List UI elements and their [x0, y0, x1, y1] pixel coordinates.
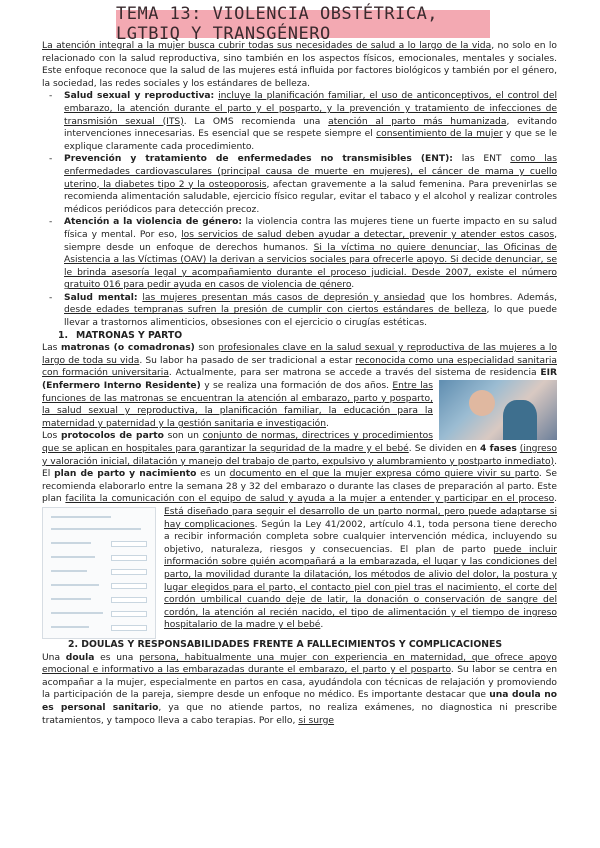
underlined-text: reconocida como una especialidad sanitaria con formación universitaria — [42, 355, 557, 379]
bullet-heading: Salud sexual y reproductiva: — [64, 91, 215, 102]
bullet-mental-health — [42, 292, 557, 330]
bold-text: EIR (Enfermero Interno Residente) — [42, 368, 557, 392]
bold-text: una doula no es personal sanitario — [42, 690, 557, 713]
text: las ENT — [452, 154, 511, 165]
text: . — [326, 418, 329, 429]
midwife-photo — [439, 380, 557, 440]
section-number: 1. — [57, 329, 68, 341]
text: Las — [42, 343, 61, 354]
section-title: DOULAS Y RESPONSABILIDADES FRENTE A FALLECIMIENTOS Y COMPLICACIONES — [81, 638, 503, 650]
text: , no solo en lo relacionado con la salud reproductiva, sino también en los aspectos físicos, emocionales, mentales y sociales. Este enfoque reconoce que la salud de las mujeres está influida por factores biológicos y también por el género, la sociedad, las redes sociales y los estándares de belleza. — [42, 41, 558, 89]
underlined-text: documento en el que la mujer expresa cómo quiere vivir su parto — [229, 469, 539, 480]
bold-text: protocolos de parto — [60, 431, 164, 442]
bold-text: plan de parto y nacimiento — [54, 469, 197, 480]
section-heading-2 — [68, 639, 557, 652]
bullet-heading: Prevención y tratamiento de enfermedades no transmisibles (ENT): — [64, 154, 453, 165]
text: . — [320, 620, 324, 631]
text: y que se le explique claramente cada procedimiento. — [64, 129, 557, 152]
underlined-text: Si la víctima no quiere denunciar, las Oficinas de Asistencia a las Víctimas (OAV) la derivan a servicios sociales para ofrecerle apoyo. Si decide denunciar, se le brinda asesoría legal y acompañamiento durante el proceso judicial. Desde 2007, existe el número gratuito 016 para pedir ayuda en casos de violencia de género — [64, 242, 557, 291]
text: . Su labor se centra en acompañar a la mujer, especialmente en partos en casa, ayudándola con técnicas de relajación y promoviendo la participación de la pareja, siempre desde un enfoque no médico. Es importante destacar que — [42, 665, 557, 701]
section-title: MATRONAS Y PARTO — [76, 329, 183, 341]
text: y se realiza una formación de dos años. — [200, 381, 393, 392]
text: Una — [42, 652, 66, 663]
document-body — [42, 40, 557, 727]
page-title: TEMA 13: VIOLENCIA OBSTÉTRICA, LGTBIQ Y TRANSGÉNERO — [116, 4, 439, 44]
underlined-text: conjunto de normas, directrices y procedimientos que se aplican en hospitales para garantizar la seguridad de la madre y el bebé — [42, 431, 433, 454]
underlined-text: las mujeres presentan más casos de depresión y ansiedad — [142, 292, 426, 303]
section-heading-1 — [50, 330, 557, 343]
bullet-heading: Salud mental: — [64, 292, 138, 303]
text: , ya que no atiende partos, no realiza exámenes, no diagnostica ni prescribe tratamientos, y tampoco lleva a cabo terapias. Por ello, — [42, 702, 557, 726]
text: son un — [163, 431, 203, 442]
text: . Se dividen en — [408, 444, 480, 454]
bold-text: matronas (o comadronas) — [60, 343, 195, 354]
bold-text: 4 fases — [479, 444, 517, 454]
text: , siempre desde un enfoque de derechos humanos. — [64, 229, 557, 253]
intro-paragraph — [42, 40, 557, 90]
text: . — [554, 494, 557, 505]
text: , afectan gravemente a la salud femenina. Para prevenirlas se recomienda alimentación saludable, ejercicio físico regular, evitar el tabaco y el alcohol y realizar controles médicos periódicos para detección precoz. — [64, 179, 557, 215]
bullet-ent — [42, 153, 557, 216]
text: . Según la Ley 41/2002, artículo 4.1, toda persona tiene derecho a recibir información completa sobre cualquier intervención médica, incluyendo su objetivo, naturaleza, riesgos y consecuencias. El plan de parto — [164, 519, 557, 555]
underlined-text: Entre las funciones de las matronas se encuentran la atención al embarazo, parto y posparto, la salud sexual y reproductiva, la planificación familiar, la educación para la maternidad y paternidad y la gestión sanitaria e investigación — [42, 381, 433, 429]
text: , lo que puede llevar a trastornos alimenticios, obsesiones con el ejercicio o cirugías estéticas. — [64, 305, 557, 329]
underlined-text: facilita la comunicación con el equipo de salud y ayuda a la mujer a entender y participar en el proceso — [65, 494, 555, 505]
bullet-heading: Atención a la violencia de género: — [64, 217, 243, 228]
underlined-text: La atención integral a la mujer busca cubrir todas sus necesidades de salud a lo largo de la vida — [42, 41, 492, 51]
underlined-text: consentimiento de la mujer — [376, 129, 503, 140]
underlined-text: puede incluir información sobre quién acompañará a la embarazada, el lugar y las condiciones del parto, la movilidad durante la dilatación, los métodos de alivio del dolor, la postura y lugar elegidos para el parto, el contacto piel con piel tras el nacimiento, el corte del cordón umbilical cuando deje de latir, la donación o conservación de sangre del cordón, la atención al recién nacido, el tipo de alimentación y el tiempo de ingreso hospitalario de la madre y el bebé — [164, 544, 557, 631]
text: . Se recomienda elaborarlo entre la semana 28 y 32 del embarazo o durante las clases de preparación al parto. Este plan — [42, 469, 557, 505]
text: . Actualmente, para ser matrona se accede a través del sistema de residencia — [168, 368, 541, 379]
section-number: 2. — [68, 638, 79, 650]
text: . Su labor ha pasado de ser tradicional a estar — [139, 355, 356, 366]
text: son — [194, 343, 219, 354]
bullet-gender-violence — [42, 216, 557, 292]
underlined-text: atención al parto más humanizada — [328, 116, 507, 127]
underlined-text: Está diseñado para seguir el desarrollo de un parto normal, pero puede adaptarse si hay complicaciones — [164, 506, 557, 530]
text: Los — [42, 431, 61, 442]
text: es un — [196, 469, 230, 480]
text: , evitando intervenciones innecesarias. Es esencial que se respete siempre el — [64, 116, 557, 140]
health-bullet-list — [42, 90, 557, 329]
text: . El — [42, 456, 557, 480]
text: es una — [94, 652, 140, 663]
protocols-paragraph — [42, 430, 557, 632]
text: la violencia contra las mujeres tiene un fuerte impacto en su salud física y mental. Por eso, — [64, 217, 557, 240]
underlined-text: como las enfermedades cardiovasculares (principal causa de muerte en mujeres), el cáncer de mama y cuello uterino, la diabetes tipo 2 y la osteoporosis — [64, 154, 557, 190]
text: . La OMS recomienda una — [183, 116, 329, 127]
bullet-sexual-health — [42, 90, 557, 153]
text: que los hombres. Además, — [425, 292, 557, 303]
underlined-text: profesionales clave en la salud sexual y reproductiva de las mujeres a lo largo de toda su vida — [42, 343, 558, 366]
underlined-text: incluye la planificación familiar, el uso de anticonceptivos, el control del embarazo, la atención durante el parto y el posparto, y la prevención y tratamiento de infecciones de transmisión sexual (ITS) — [64, 91, 558, 127]
text: . — [351, 280, 355, 291]
underlined-text: (ingreso y valoración inicial, dilatación y manejo del trabajo de parto, expulsivo y alumbramiento y postparto inmediato) — [42, 444, 557, 467]
title-banner — [116, 4, 490, 44]
doula-paragraph — [42, 652, 557, 728]
birth-plan-form-image — [42, 507, 156, 639]
underlined-text: los servicios de salud deben ayudar a detectar, prevenir y atender estos casos — [181, 229, 555, 240]
underlined-text: desde edades tempranas sufren la presión de cumplir con ciertos estándares de belleza — [64, 305, 487, 316]
matronas-paragraph — [42, 342, 557, 430]
underlined-text: persona, habitualmente una mujer con experiencia en maternidad, que ofrece apoyo emocional e informativo a las embarazadas durante el embarazo, el parto y el posparto — [42, 652, 557, 676]
underlined-text: si surge — [298, 715, 335, 726]
bold-text: doula — [65, 652, 95, 663]
